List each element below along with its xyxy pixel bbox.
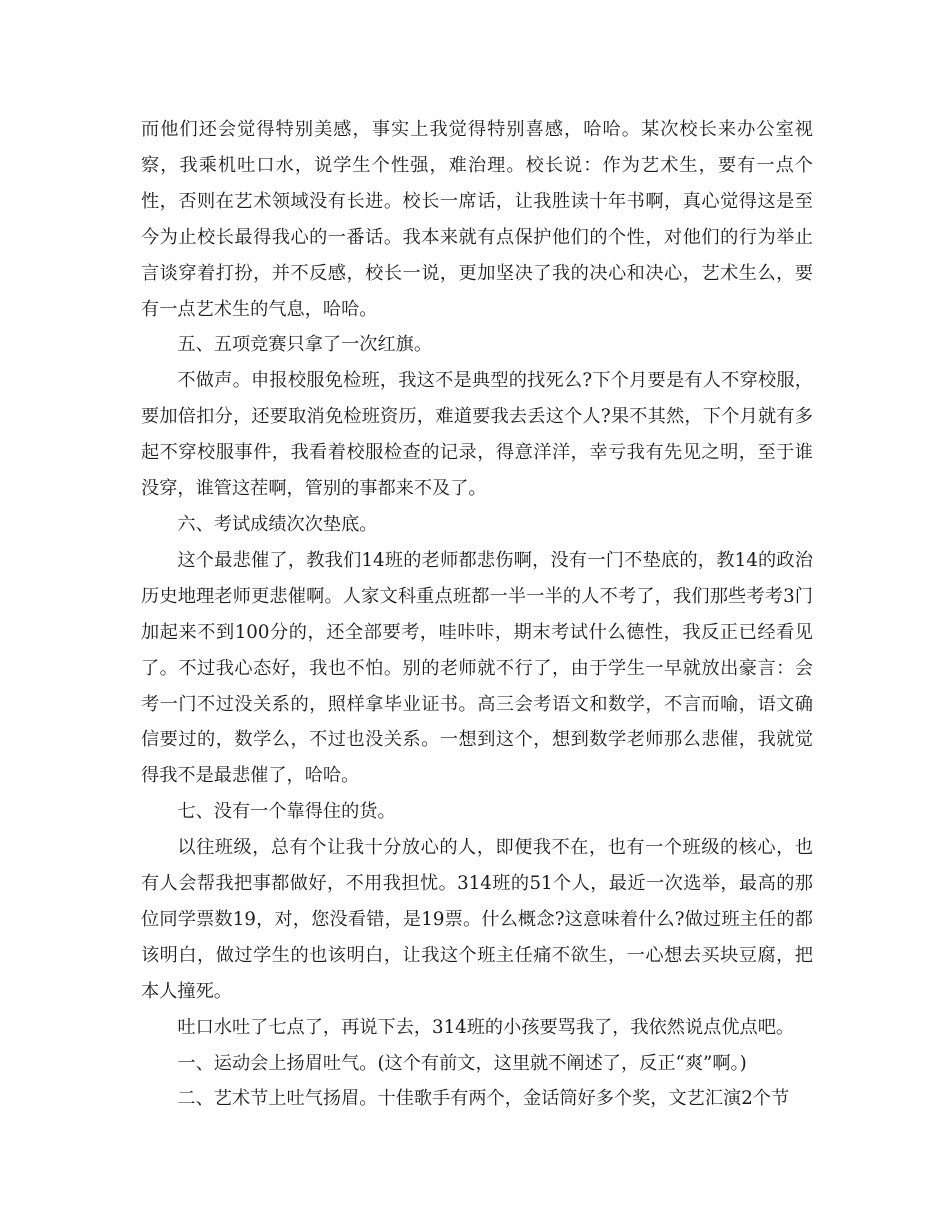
heading-item-6: 六、考试成绩次次垫底。 (177, 513, 378, 535)
heading-item-7: 七、没有一个靠得住的货。 (177, 801, 396, 823)
paragraph-3: 不做声。申报校服免检班，我这不是典型的找死么?下个月要是有人不穿校服，要加倍扣分，还要取消免检班资历，难道要我去丢这个人?果不其然，下个月就有多起不穿校服事件，我看着校服检查的记录，得意洋洋，幸亏我有先见之明，至于谁没穿，谁管这茬啊，管别的事都来不及了。 (141, 370, 813, 500)
paragraph-8: 吐口水吐了七点了，再说下去，314班的小孩要骂我了，我依然说点优点吧。 (177, 1016, 795, 1038)
list-item-1: 一、运动会上扬眉吐气。(这个有前文，这里就不阐述了，反正“爽”啊。) (177, 1052, 747, 1074)
heading-item-5: 五、五项竞赛只拿了一次红旗。 (177, 334, 433, 356)
paragraph-5: 这个最悲催了，教我们14班的老师都悲伤啊，没有一门不垫底的，教14的政治历史地理老师更悲催啊。人家文科重点班都一半一半的人不考了，我们那些考考3门加起来不到100分的，还全部要考，哇咔咔，期末考试什么德性，我反正已经看见了。不过我心态好，我也不怕。别的老师就不行了，由于学生一早就放出豪言：会考一门不过没关系的，照样拿毕业证书。高三会考语文和数学，不言而喻，语文确信要过的，数学么，不过也没关系。一想到这个，想到数学老师那么悲催，我就觉得我不是最悲催了，哈哈。 (141, 549, 813, 787)
list-item-2: 二、艺术节上吐气扬眉。十佳歌手有两个，金话筒好多个奖，文艺汇演2个节 (177, 1088, 790, 1110)
paragraph-1: 而他们还会觉得特别美感，事实上我觉得特别喜感，哈哈。某次校长来办公室视察，我乘机吐口水，说学生个性强，难治理。校长说：作为艺术生，要有一点个性，否则在艺术领域没有长进。校长一席话，让我胜读十年书啊，真心觉得这是至今为止校长最得我心的一番话。我本来就有点保护他们的个性，对他们的行为举止言谈穿着打扮，并不反感，校长一说，更加坚决了我的决心和决心，艺术生么，要有一点艺术生的气息，哈哈。 (141, 119, 813, 320)
paragraph-7: 以往班级，总有个让我十分放心的人，即便我不在，也有一个班级的核心，也有人会帮我把事都做好，不用我担忧。314班的51个人，最近一次选举，最高的那位同学票数19，对，您没看错，是19票。什么概念?这意味着什么?做过班主任的都该明白，做过学生的也该明白，让我这个班主任痛不欲生，一心想去买块豆腐，把本人撞死。 (141, 837, 813, 1002)
document-page (141, 112, 813, 1117)
